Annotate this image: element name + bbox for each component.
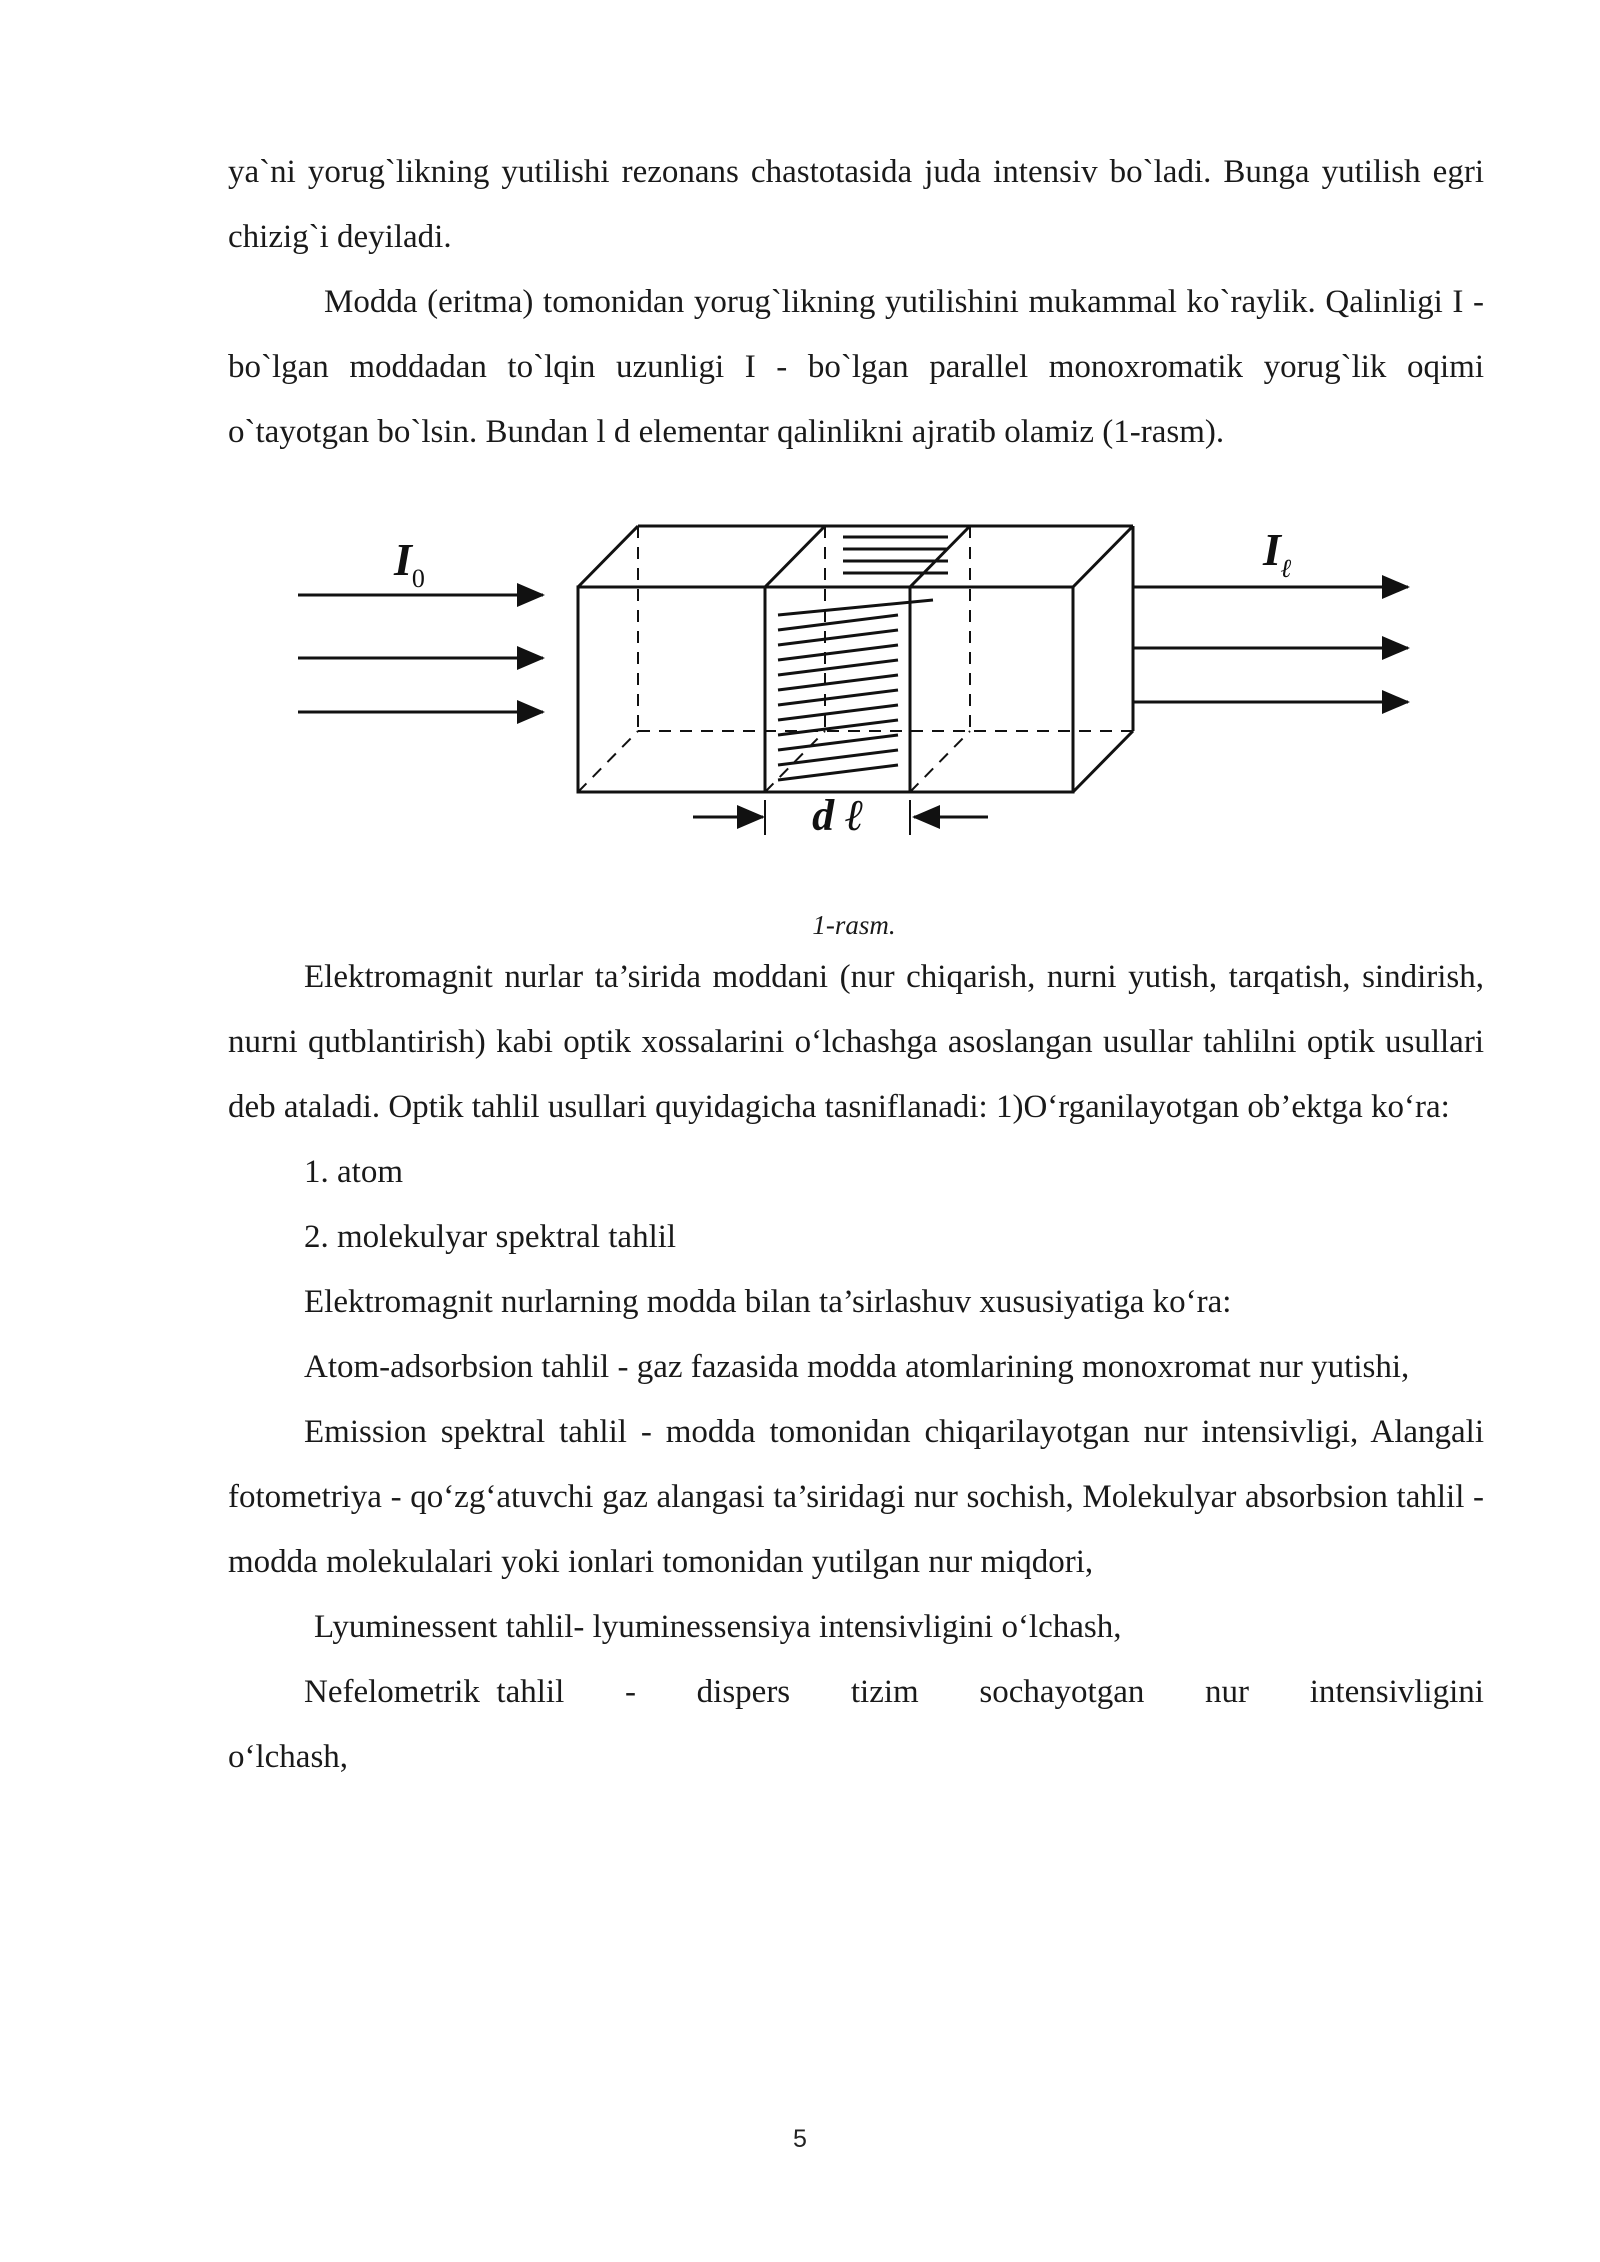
paragraph-1: ya`ni yorug`likning yutilishi rezonans chastotasida juda intensiv bo`ladi. Bunga yutilish egri chizig`i deyiladi. <box>228 154 1484 255</box>
nefelometrik-term: Nefelometrik tahlil <box>304 1674 565 1710</box>
dash: - <box>624 1674 636 1710</box>
list-item-2: 2. molekulyar spektral tahlil <box>304 1219 677 1255</box>
paragraph-5: Atom-adsorbsion tahlil - gaz fazasida modda atomlarining monoxromat nur yutishi, <box>304 1349 1410 1385</box>
transmitted-intensity-label: $I_\ell$ <box>1263 524 1293 583</box>
paragraph-7: Lyuminessent tahlil- lyuminessensiya intensivligini o‘lchash, <box>314 1609 1122 1645</box>
incident-intensity-label: $I_0$ <box>394 534 425 593</box>
outgoing-light-arrows <box>1133 587 1408 702</box>
paragraph-2: Modda (eritma) tomonidan yorug`likning yutilishini mukammal ko`raylik. Qalinligi I - bo`lgan moddadan to`lqin uzunligi I - bo`lgan parallel monoxromatik yorug`lik oqimi o`tayotgan bo`lsin. Bundan l d elementar qalinlikni ajratib olamiz (1-rasm). <box>228 284 1484 450</box>
element-thickness-label: d ℓ <box>812 791 864 840</box>
absorption-cell-diagram <box>298 515 1438 895</box>
incoming-light-arrows <box>298 595 543 712</box>
word-intensivligini: intensivligini <box>1309 1674 1484 1710</box>
word-dispers: dispers <box>696 1674 791 1710</box>
page-number: 5 <box>793 2125 807 2153</box>
paragraph-3: Elektromagnit nurlar ta’sirida moddani (nur chiqarish, nurni yutish, tarqatish, sindirish, nurni qutblantirish) kabi optik xossalarini o‘lchashga asoslangan usullar tahlilni optik usullari deb ataladi. Optik tahlil usullari quyidagicha tasniflanadi: 1)O‘rganilayotgan ob’ektga ko‘ra: <box>228 959 1484 1125</box>
figure-caption: 1-rasm. <box>812 910 896 940</box>
list-item-1: 1. atom <box>304 1154 403 1190</box>
paragraph-8-end: o‘lchash, <box>228 1739 349 1775</box>
paragraph-6: Emission spektral tahlil - modda tomonidan chiqarilayotgan nur intensivligi, Alangali fotometriya - qo‘zg‘atuvchi gaz alangasi ta’siridagi nur sochish, Molekulyar absorbsion tahlil - modda molekulalari yoki ionlari tomonidan yutilgan nur miqdori, <box>228 1414 1484 1580</box>
figure-absorption-cell <box>228 515 1484 905</box>
word-sochayotgan: sochayotgan <box>979 1674 1145 1710</box>
document-page <box>228 140 1484 1790</box>
word-nur: nur <box>1205 1674 1250 1710</box>
paragraph-4: Elektromagnit nurlarning modda bilan ta’sirlashuv xususiyatiga ko‘ra: <box>304 1284 1232 1320</box>
paragraph-8-first-line <box>228 1660 1484 1725</box>
cuboid <box>578 526 1133 792</box>
word-tizim: tizim <box>850 1674 919 1710</box>
element-thickness-hatching <box>778 537 948 780</box>
